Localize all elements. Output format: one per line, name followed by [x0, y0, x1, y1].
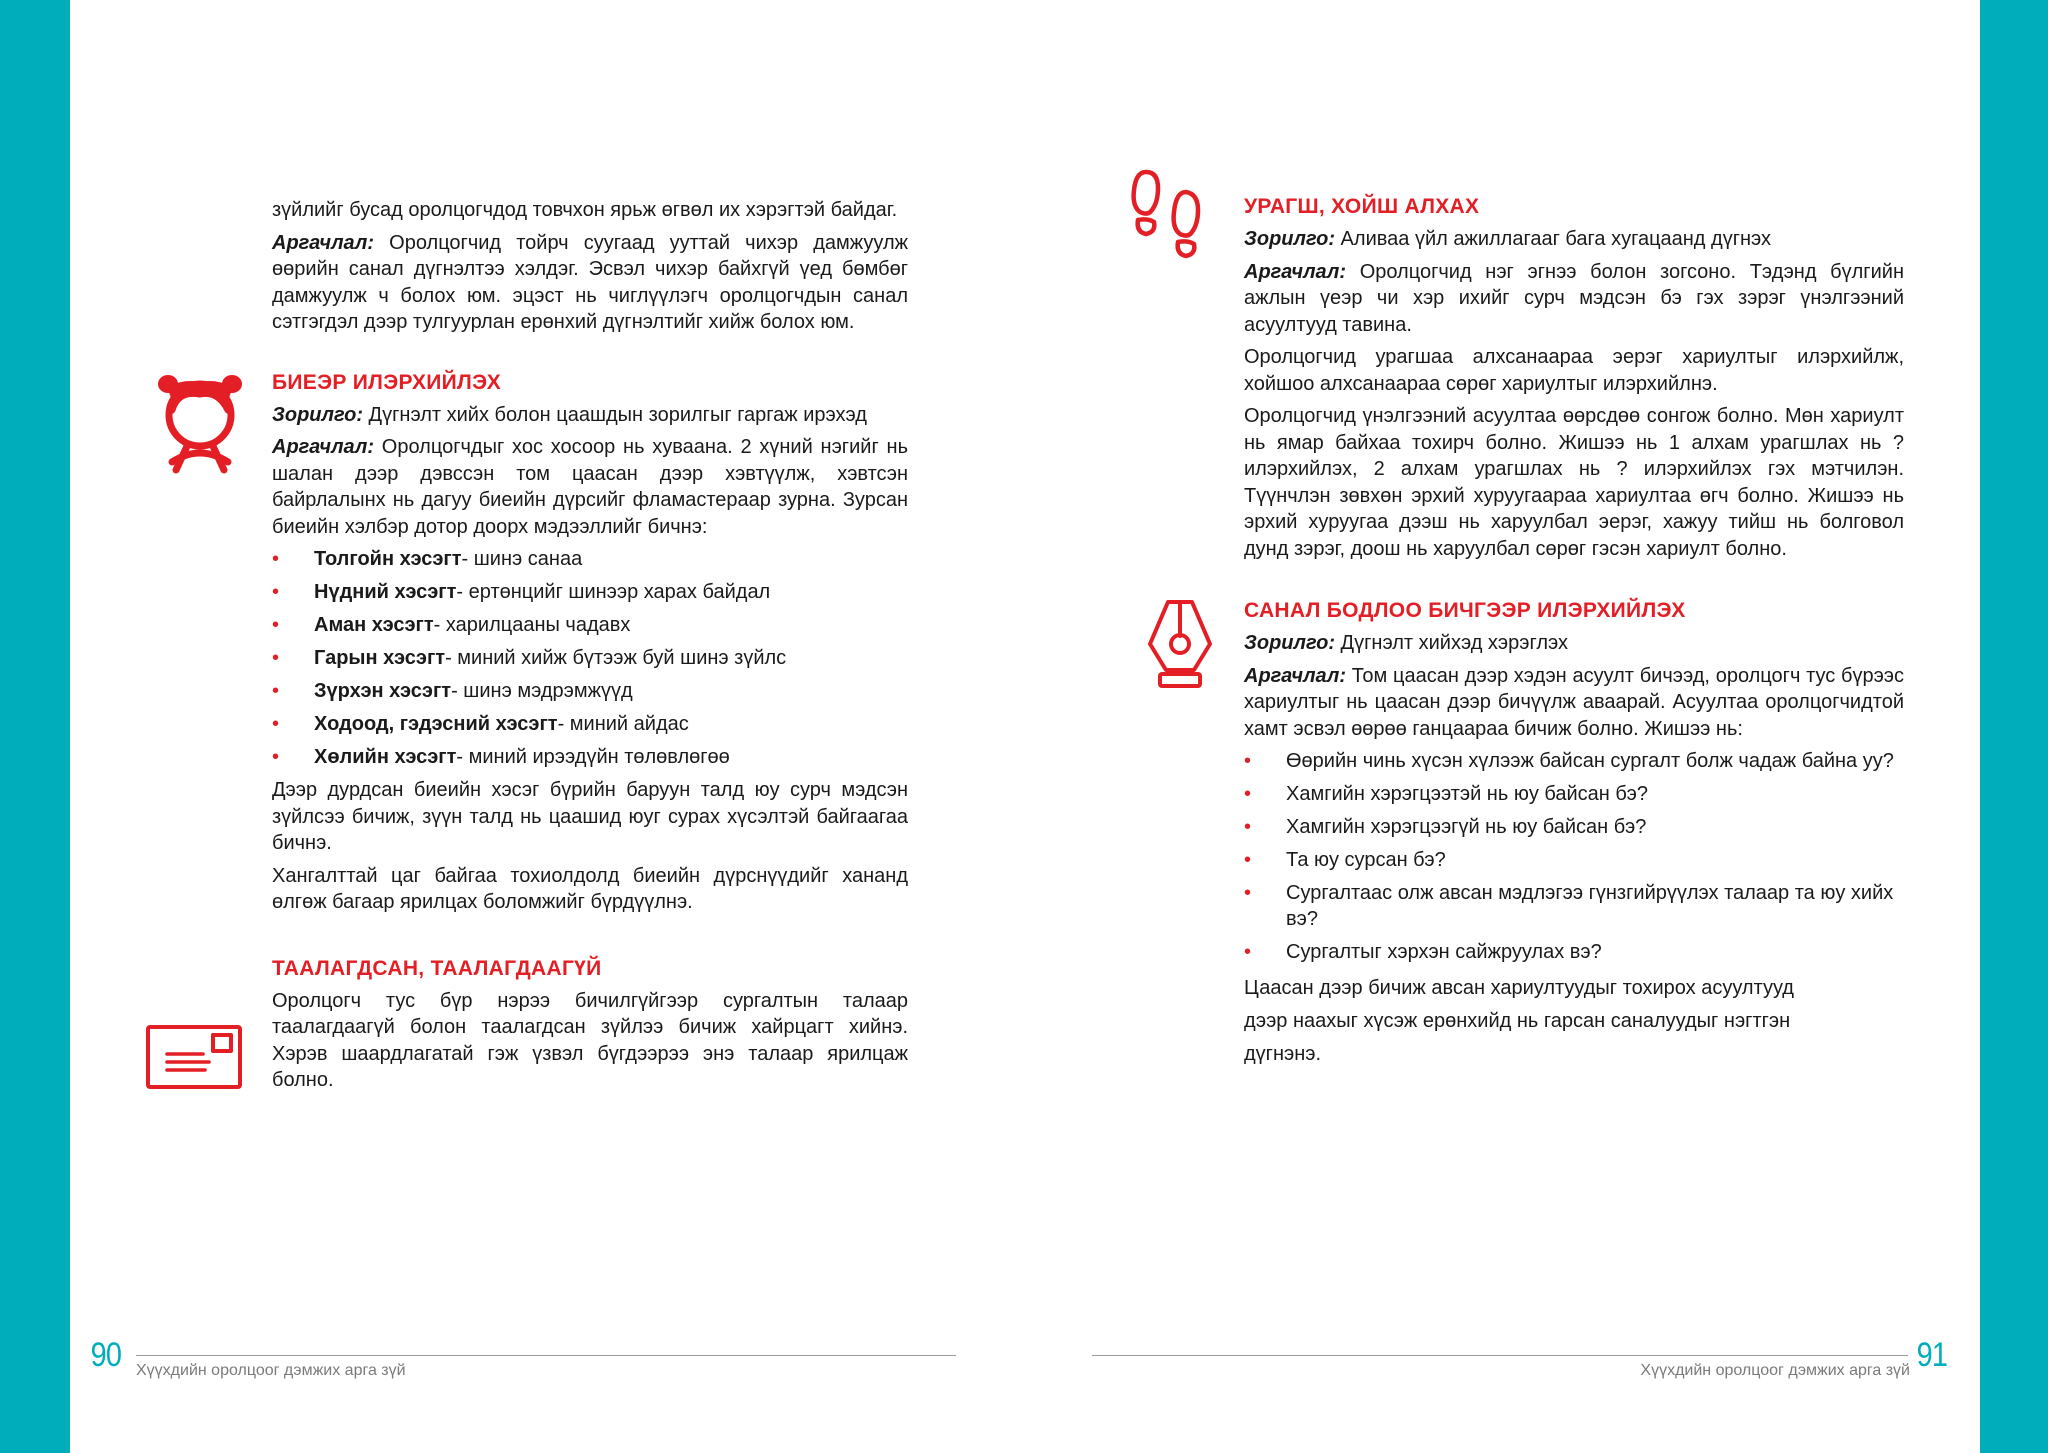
- list-item: • Сургалтаас олж авсан мэдлэгээ гүнзгийрүүлэх талаар та юу хийх вэ?: [1244, 880, 1904, 932]
- footer-title-right: Хүүхдийн оролцоог дэмжих арга зүй: [1640, 1362, 1910, 1379]
- section-title-liked-disliked: ТААЛАГДСАН, ТААЛАГДААГҮЙ: [272, 956, 602, 980]
- page-number-left: 90: [90, 1336, 122, 1374]
- goal-paragraph: Зорилго: Дүгнэлт хийхэд хэрэглэх: [1244, 632, 1568, 654]
- closing-paragraph: Цаасан дээр бичиж авсан хариултуудыг тохирох асуултууд дээр наахыг хүсэж ерөнхийд нь гарсан саналуудыг нэгтгэн дүгнэнэ.: [1244, 977, 1794, 1065]
- list-item: • Сургалтыг хэрхэн сайжруулах вэ?: [1244, 939, 1904, 965]
- footer-divider-left: [136, 1355, 956, 1356]
- left-edge-bar: [0, 0, 70, 1453]
- right-column: [1244, 194, 1904, 1071]
- goal-paragraph: Зорилго: Дүгнэлт хийх болон цаашдын зорилгыг гаргаж ирэхэд: [272, 403, 867, 426]
- list-item: • Нүдний хэсэгт- ертөнцийг шинээр харах байдал: [272, 579, 908, 605]
- body-parts-list: [272, 546, 908, 770]
- envelope-icon: [145, 1024, 243, 1090]
- section-title-body-expression: БИЕЭР ИЛЭРХИЙЛЭХ: [272, 370, 502, 394]
- method-paragraph: Аргачлал: Оролцогчид нэг эгнээ болон зогсоно. Тэдэнд бүлгийн ажлын үеэр чи хэр ихийг сурч мэдсэн бэ гэх зэрэг үнэлгээний асуултууд тавина.: [1244, 260, 1904, 336]
- body-paragraph: Оролцогчид урагшаа алхсанаараа эерэг хариултыг илэрхийлж, хойшоо алхсанаараа сөрөг хариултыг илэрхийлнэ.: [1244, 346, 1904, 395]
- list-item: • Зүрхэн хэсэгт- шинэ мэдрэмжүүд: [272, 678, 908, 704]
- girl-face-icon: [158, 370, 242, 474]
- left-column: [272, 197, 908, 1100]
- list-item: • Хамгийн хэрэгцээтэй нь юу байсан бэ?: [1244, 781, 1904, 807]
- pen-nib-icon: [1144, 598, 1216, 692]
- list-item: • Ходоод, гэдэсний хэсэгт- миний айдас: [272, 711, 908, 737]
- list-item: • Аман хэсэгт- харилцааны чадавх: [272, 612, 908, 638]
- right-edge-bar: [1980, 0, 2048, 1453]
- footer-divider-right: [1092, 1355, 1908, 1356]
- method-paragraph: Аргачлал: Том цаасан дээр хэдэн асуулт бичээд, оролцогч тус бүрээс хариултыг нь цаасан дээр бичүүлж аваарай. Асуултаа оролцогчидтой хамт эсвэл өөрөө ганцаараа бичиж болно. Жишээ нь:: [1244, 664, 1904, 740]
- page-number-right: 91: [1916, 1336, 1948, 1374]
- body-paragraph: Дээр дурдсан биеийн хэсэг бүрийн баруун талд юу сурч мэдсэн зүйлсээ бичиж, зүүн талд нь цаашид юуг сурах хүсэлтэй байгаагаа бичнэ.: [272, 779, 908, 854]
- list-item: • Гарын хэсэгт- миний хийж бүтээж буй шинэ зүйлс: [272, 645, 908, 671]
- body-paragraph: Хангалттай цаг байгаа тохиолдолд биеийн дүрснүүдийг хананд өлгөж багаар ярилцах боломжийг бүрдүүлнэ.: [272, 864, 908, 913]
- footer-title-left: Хүүхдийн оролцоог дэмжих арга зүй: [136, 1362, 406, 1379]
- list-item: • Толгойн хэсэгт- шинэ санаа: [272, 546, 908, 572]
- section-title-written-feedback: САНАЛ БОДЛОО БИЧГЭЭР ИЛЭРХИЙЛЭХ: [1244, 599, 1686, 622]
- list-item: • Та юу сурсан бэ?: [1244, 847, 1904, 873]
- intro-method-paragraph: Аргачлал: Оролцогчид тойрч суугаад ууттай чихэр дамжуулж өөрийн санал дүгнэлтээ хэлдэг. Эсвэл чихэр байхгүй үед бөмбөг дамжуулж ч болох юм. эцэст нь чиглүүлэгч оролцогчдын санал сэтгэгдэл дээр тулгуурлан ерөнхий дүгнэлтийг хийж болох юм.: [272, 231, 908, 333]
- footprints-icon: [1128, 168, 1206, 272]
- list-item: • Өөрийн чинь хүсэн хүлээж байсан сургалт болж чадаж байна уу?: [1244, 748, 1904, 774]
- question-list: [1244, 748, 1904, 965]
- intro-paragraph: зүйлийг бусад оролцогчдод товчхон ярьж өгвөл их хэрэгтэй байдаг.: [272, 199, 898, 221]
- list-item: • Хөлийн хэсэгт- миний ирээдүйн төлөвлөгөө: [272, 744, 908, 770]
- body-paragraph: Оролцогчид үнэлгээний асуултаа өөрсдөө сонгож болно. Мөн хариулт нь ямар байхаа тохирч болно. Жишээ нь 1 алхам урагшлах нь ? илэрхийлэх, 2 алхам урагшлах нь ? илэрхийлэх гэх мэтчилэн. Түүнчлэн зөвхөн эрхий хуруугаараа хариултаа өгч болно. Жишээ нь эрхий хуруугаа дээш нь харуулбал эерэг, хажуу тийш нь болговол дунд зэрэг, доош нь харуулбал сөрөг гэсэн хариулт болно.: [1244, 405, 1904, 560]
- section-title-step-forward-back: УРАГШ, ХОЙШ АЛХАХ: [1244, 195, 1480, 218]
- body-paragraph: Оролцогч тус бүр нэрээ бичилгүйгээр сургалтын талаар таалагдаагүй болон таалагдсан зүйлээ бичиж хайрцагт хийнэ. Хэрэв шаардлагатай гэж үзвэл бүгдээрээ энэ талаар ярилцаж болно.: [272, 989, 908, 1091]
- list-item: • Хамгийн хэрэгцээгүй нь юу байсан бэ?: [1244, 814, 1904, 840]
- method-paragraph: Аргачлал: Оролцогчдыг хос хосоор нь хуваана. 2 хүний нэгийг нь шалан дээр дэвссэн том цаасан дээр хэвтүүлж, хэвтсэн байрлалынх нь дагуу биеийн дүрсийг фламастераар зурна. Зурсан биеийн хэлбэр дотор доорх мэдээллийг бичнэ:: [272, 436, 908, 538]
- goal-paragraph: Зорилго: Аливаа үйл ажиллагааг бага хугацаанд дүгнэх: [1244, 228, 1772, 250]
